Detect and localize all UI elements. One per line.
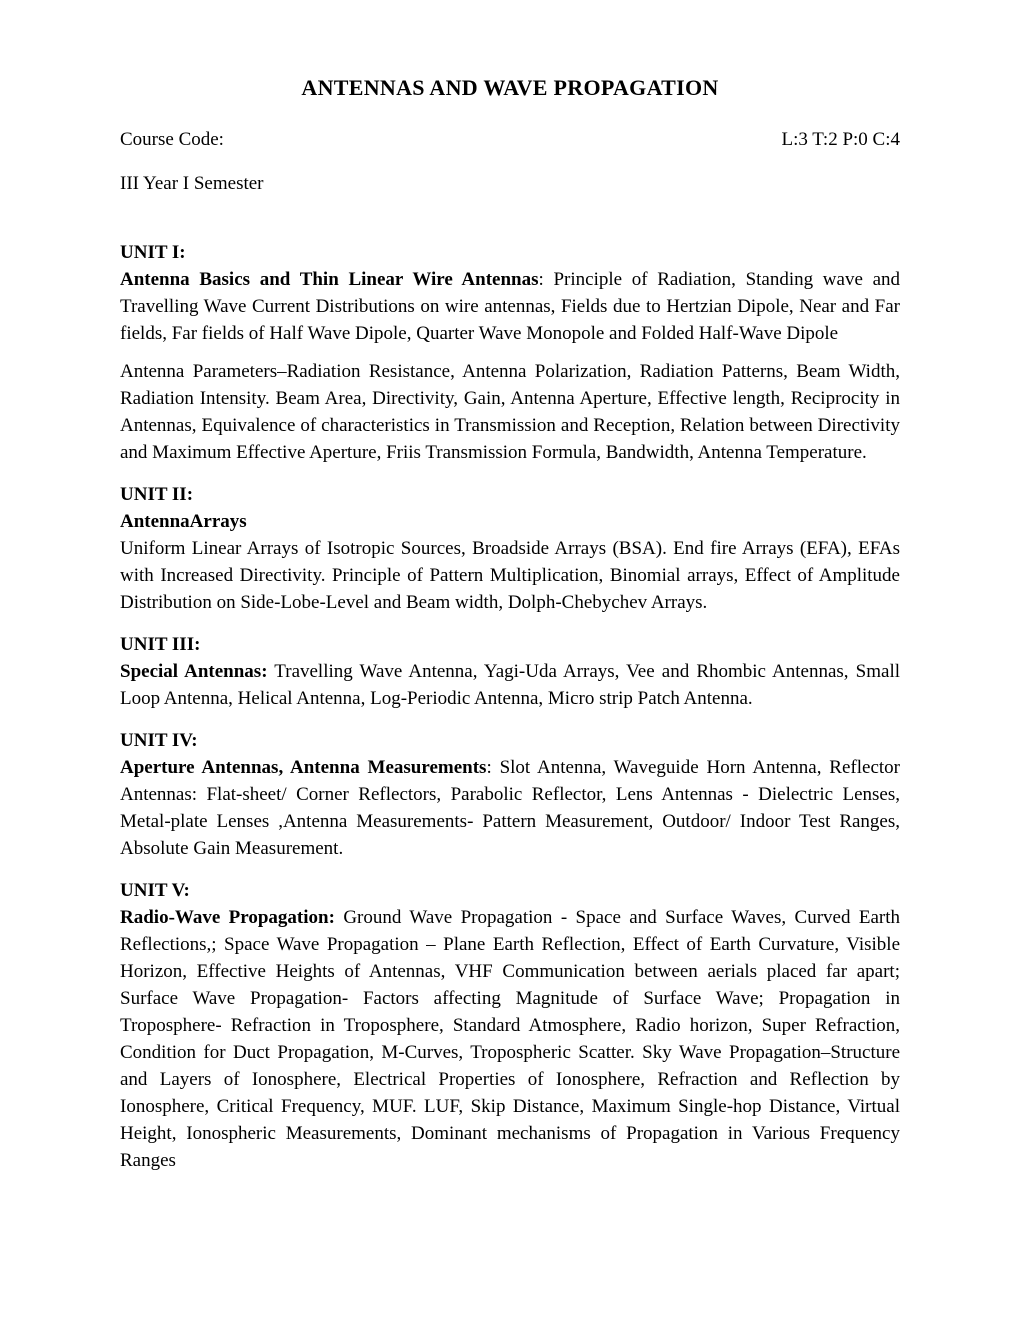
unit-3-section [120,631,900,712]
unit-3-heading: UNIT III: [120,634,201,655]
unit-2-heading: UNIT II: [120,484,194,505]
unit-2-section [120,481,900,616]
semester-line: III Year I Semester [120,173,264,194]
unit-1-paragraph-1-lead: Antenna Basics and Thin Linear Wire Antennas [120,269,539,290]
unit-5-section [120,877,900,1174]
unit-5-paragraph-1 [120,904,900,1174]
unit-3-paragraph-1-text: Travelling Wave Antenna, Yagi-Uda Arrays, Vee and Rhombic Antennas, Small Loop Antenna, Helical Antenna, Log-Periodic Antenna, Micro strip Patch Antenna. [120,661,900,709]
course-code-label: Course Code: [120,129,224,150]
unit-3-paragraph-1-lead: Special Antennas: [120,661,268,682]
unit-3-paragraph-1 [120,658,900,712]
unit-1-paragraph-2: Antenna Parameters–Radiation Resistance, Antenna Polarization, Radiation Patterns, Beam Width, Radiation Intensity. Beam Area, Directivity, Gain, Antenna Aperture, Effective length, Reciprocity in Antennas, Equivalence of characteristics in Transmission and Reception, Relation between Directivity and Maximum Effective Aperture, Friis Transmission Formula, Bandwidth, Antenna Temperature. [120,361,900,463]
unit-5-paragraph-1-lead: Radio-Wave Propagation: [120,907,335,928]
course-code-row [120,126,900,153]
credits-value: L:3 T:2 P:0 C:4 [781,129,900,150]
unit-5-heading: UNIT V: [120,880,190,901]
unit-4-paragraph-1 [120,754,900,862]
unit-2-paragraph-1: Uniform Linear Arrays of Isotropic Sources, Broadside Arrays (BSA). End fire Arrays (EFA), EFAs with Increased Directivity. Principle of Pattern Multiplication, Binomial arrays, Effect of Amplitude Distribution on Side-Lobe-Level and Beam width, Dolph-Chebychev Arrays. [120,538,900,613]
unit-1-heading: UNIT I: [120,242,186,263]
unit-4-heading: UNIT IV: [120,730,198,751]
unit-4-paragraph-1-lead: Aperture Antennas, Antenna Measurements [120,757,487,778]
page-title: ANTENNAS AND WAVE PROPAGATION [301,75,719,100]
unit-2-subheading: AntennaArrays [120,511,247,532]
unit-1-section [120,239,900,466]
unit-4-section [120,727,900,862]
unit-1-paragraph-1 [120,266,900,347]
unit-4-paragraph-1-text: : Slot Antenna, Waveguide Horn Antenna, Reflector Antennas: Flat-sheet/ Corner Reflectors, Parabolic Reflector, Lens Antennas - Dielectric Lenses, Metal-plate Lenses ,Antenna Measurements- Pattern Measurement, Outdoor/ Indoor Test Ranges, Absolute Gain Measurement. [120,757,900,859]
unit-1-paragraph-1-text: : Principle of Radiation, Standing wave and Travelling Wave Current Distributions on wire antennas, Fields due to Hertzian Dipole, Near and Far fields, Far fields of Half Wave Dipole, Quarter Wave Monopole and Folded Half-Wave Dipole [120,269,901,344]
unit-5-paragraph-1-text: Ground Wave Propagation - Space and Surface Waves, Curved Earth Reflections,; Space Wave Propagation – Plane Earth Reflection, Effect of Earth Curvature, Visible Horizon, Effective Heights of Antennas, VHF Communication between aerials placed far apart; Surface Wave Propagation- Factors affecting Magnitude of Surface Wave; Propagation in Troposphere- Refraction in Troposphere, Standard Atmosphere, Radio horizon, Super Refraction, Condition for Duct Propagation, M-Curves, Tropospheric Scatter. Sky Wave Propagation–Structure and Layers of Ionosphere, Electrical Properties of Ionosphere, Refraction and Reflection by Ionosphere, Critical Frequency, MUF. LUF, Skip Distance, Maximum Single-hop Distance, Virtual Height, Ionospheric Measurements, Dominant mechanisms of Propagation in Various Frequency Ranges [120,907,900,1171]
